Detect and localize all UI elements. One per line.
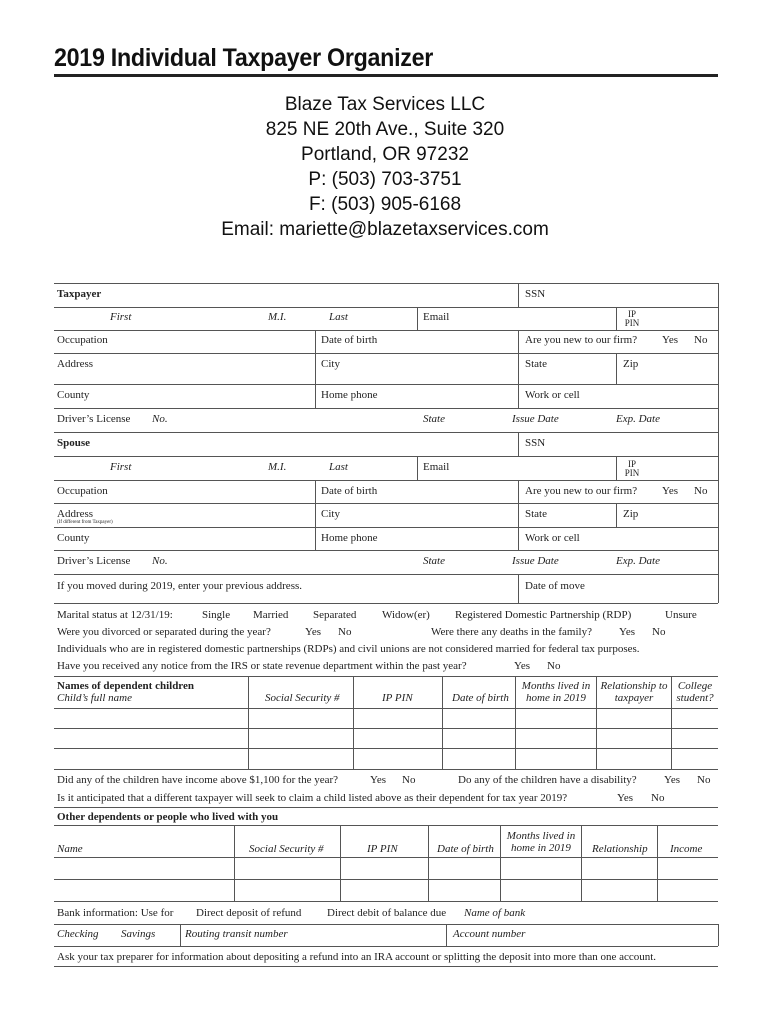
first-name-field[interactable]: First xyxy=(110,311,132,323)
divider xyxy=(518,283,519,307)
divider xyxy=(718,283,719,432)
spouse-ssn-field[interactable]: SSN xyxy=(525,437,546,449)
spouse-zip-field[interactable]: Zip xyxy=(623,508,639,520)
col-other-relationship: Relationship xyxy=(592,843,648,855)
col-other-ssn: Social Security # xyxy=(249,843,324,855)
firm-phone: P: (503) 703-3751 xyxy=(308,169,462,190)
children-income-yes[interactable]: Yes xyxy=(370,774,387,786)
license-issue-date-field[interactable]: Issue Date xyxy=(512,413,559,425)
spouse-address-note: (If different from Taxpayer) xyxy=(57,520,113,525)
date-of-move-field[interactable]: Date of move xyxy=(525,580,585,592)
divorced-question: Were you divorced or separated during the year? xyxy=(57,626,271,638)
divider xyxy=(657,825,658,901)
divider xyxy=(718,574,719,603)
spouse-new-to-firm-no[interactable]: No xyxy=(694,485,708,497)
marital-status-label: Marital status at 12/31/19: xyxy=(57,609,173,621)
firm-header xyxy=(0,92,770,242)
spouse-new-to-firm-label: Are you new to our firm? xyxy=(525,485,638,497)
children-income-no[interactable]: No xyxy=(402,774,416,786)
divider xyxy=(54,879,718,880)
divider xyxy=(518,480,519,550)
divider xyxy=(315,480,316,550)
firm-address-line1: 825 NE 20th Ave., Suite 320 xyxy=(265,119,505,140)
divider xyxy=(446,924,447,946)
divider xyxy=(428,825,429,901)
last-name-field[interactable]: Last xyxy=(329,311,348,323)
spouse-work-cell-field[interactable]: Work or cell xyxy=(525,532,580,544)
deaths-question: Were there any deaths in the family? xyxy=(431,626,592,638)
col-date-of-birth: Date of birth xyxy=(452,692,509,704)
firm-email: Email: mariette@blazetaxservices.com xyxy=(221,219,549,240)
spouse-email-field[interactable]: Email xyxy=(423,461,450,473)
divider xyxy=(54,527,718,528)
zip-field[interactable]: Zip xyxy=(623,358,639,370)
firm-address-line2: Portland, OR 97232 xyxy=(301,144,469,165)
marital-option-separated[interactable]: Separated xyxy=(313,609,357,621)
divider xyxy=(54,283,718,284)
col-ssn: Social Security # xyxy=(265,692,340,704)
divider xyxy=(54,432,718,433)
divider xyxy=(54,748,718,749)
divider xyxy=(54,676,718,677)
title-rule xyxy=(54,74,718,77)
col-college-student: College student? xyxy=(676,680,714,704)
spouse-ip-pin-field[interactable]: IP PIN xyxy=(624,459,640,478)
home-phone-field[interactable]: Home phone xyxy=(321,389,378,401)
divider xyxy=(54,708,718,709)
new-to-firm-yes[interactable]: Yes xyxy=(662,334,679,346)
marital-option-married[interactable]: Married xyxy=(253,609,289,621)
divider xyxy=(54,353,718,354)
divider xyxy=(248,676,249,769)
irs-notice-question: Have you received any notice from the IRS or state revenue department within the past year? xyxy=(57,660,467,672)
divider xyxy=(518,574,519,603)
spouse-state-field[interactable]: State xyxy=(525,508,547,520)
previous-address-field[interactable]: If you moved during 2019, enter your previous address. xyxy=(57,580,303,592)
email-field[interactable]: Email xyxy=(423,311,450,323)
claim-question: Is it anticipated that a different taxpayer will seek to claim a child listed above as their dependent for tax year 2019? xyxy=(57,792,568,804)
other-dependents-heading: Other dependents or people who lived with you xyxy=(57,811,279,823)
direct-deposit-option[interactable]: Direct deposit of refund xyxy=(196,907,302,919)
date-of-birth-field[interactable]: Date of birth xyxy=(321,334,378,346)
spouse-occupation-field[interactable]: Occupation xyxy=(57,485,108,497)
work-cell-field[interactable]: Work or cell xyxy=(525,389,580,401)
marital-option-rdp[interactable]: Registered Domestic Partnership (RDP) xyxy=(455,609,632,621)
col-relationship: Relationship to taxpayer xyxy=(600,680,668,704)
col-other-months-lived: Months lived in home in 2019 xyxy=(506,830,576,854)
occupation-field[interactable]: Occupation xyxy=(57,334,108,346)
col-other-income: Income xyxy=(670,843,703,855)
divorced-no[interactable]: No xyxy=(338,626,352,638)
divider xyxy=(616,503,617,527)
firm-name: Blaze Tax Services LLC xyxy=(284,94,486,115)
dependents-heading: Names of dependent children xyxy=(57,680,194,692)
marital-option-widower[interactable]: Widow(er) xyxy=(382,609,430,621)
checking-option[interactable]: Checking xyxy=(57,928,99,940)
direct-debit-option[interactable]: Direct debit of balance due xyxy=(327,907,447,919)
divider xyxy=(54,857,718,858)
children-income-question: Did any of the children have income above $1,100 for the year? xyxy=(57,774,339,786)
ssn-field[interactable]: SSN xyxy=(525,288,546,300)
col-other-date-of-birth: Date of birth xyxy=(437,843,494,855)
divider xyxy=(54,825,718,826)
spouse-license-number-field[interactable]: No. xyxy=(152,555,168,567)
col-other-name: Name xyxy=(57,843,83,855)
divider xyxy=(616,307,617,330)
account-number-field[interactable]: Account number xyxy=(453,928,526,940)
divider xyxy=(315,330,316,408)
spouse-new-to-firm-yes[interactable]: Yes xyxy=(662,485,679,497)
divider xyxy=(417,307,418,330)
marital-option-single[interactable]: Single xyxy=(202,609,231,621)
city-field[interactable]: City xyxy=(321,358,340,370)
deaths-yes[interactable]: Yes xyxy=(619,626,636,638)
divider xyxy=(54,807,718,808)
divider xyxy=(54,924,718,925)
marital-option-unsure[interactable]: Unsure xyxy=(665,609,697,621)
disability-no[interactable]: No xyxy=(697,774,711,786)
divorced-yes[interactable]: Yes xyxy=(305,626,322,638)
new-to-firm-label: Are you new to our firm? xyxy=(525,334,638,346)
spouse-last-name-field[interactable]: Last xyxy=(329,461,348,473)
col-ip-pin: IP PIN xyxy=(382,692,413,704)
page-title: 2019 Individual Taxpayer Organizer xyxy=(54,44,434,72)
divider xyxy=(54,966,718,967)
bank-use-for-label: Bank information: Use for xyxy=(57,907,174,919)
disability-question: Do any of the children have a disability? xyxy=(458,774,637,786)
divider xyxy=(54,728,718,729)
divider xyxy=(180,924,181,946)
col-other-ip-pin: IP PIN xyxy=(367,843,398,855)
address-field[interactable]: Address xyxy=(57,358,94,370)
spouse-city-field[interactable]: City xyxy=(321,508,340,520)
taxpayer-heading: Taxpayer xyxy=(57,288,102,300)
spouse-address-field[interactable]: Address xyxy=(57,508,94,520)
claim-no[interactable]: No xyxy=(651,792,665,804)
divider xyxy=(54,480,718,481)
divider xyxy=(54,550,718,551)
spouse-home-phone-field[interactable]: Home phone xyxy=(321,532,378,544)
divider xyxy=(353,676,354,769)
new-to-firm-no[interactable]: No xyxy=(694,334,708,346)
license-number-field[interactable]: No. xyxy=(152,413,168,425)
divider xyxy=(518,432,519,456)
spouse-license-issue-date-field[interactable]: Issue Date xyxy=(512,555,559,567)
license-state-field[interactable]: State xyxy=(423,413,445,425)
divider xyxy=(54,946,718,947)
col-months-lived: Months lived in home in 2019 xyxy=(521,680,591,704)
routing-number-field[interactable]: Routing transit number xyxy=(185,928,288,940)
divider xyxy=(340,825,341,901)
claim-yes[interactable]: Yes xyxy=(617,792,634,804)
divider xyxy=(54,574,718,575)
license-exp-date-field[interactable]: Exp. Date xyxy=(616,413,660,425)
deaths-no[interactable]: No xyxy=(652,626,666,638)
divider xyxy=(54,769,718,770)
disability-yes[interactable]: Yes xyxy=(664,774,681,786)
col-child-name: Child’s full name xyxy=(57,692,132,704)
bank-name-field[interactable]: Name of bank xyxy=(464,907,526,919)
spouse-license-state-field[interactable]: State xyxy=(423,555,445,567)
firm-fax: F: (503) 905-6168 xyxy=(308,194,462,215)
ip-pin-field[interactable]: IP PIN xyxy=(624,309,640,328)
divider xyxy=(518,330,519,408)
spouse-drivers-license-label: Driver’s License xyxy=(57,555,131,567)
spouse-first-name-field[interactable]: First xyxy=(110,461,132,473)
savings-option[interactable]: Savings xyxy=(121,928,156,940)
drivers-license-label: Driver’s License xyxy=(57,413,131,425)
divider xyxy=(54,456,718,457)
divider xyxy=(616,456,617,480)
divider xyxy=(54,901,718,902)
divider xyxy=(616,353,617,384)
spouse-heading: Spouse xyxy=(57,437,91,449)
divider xyxy=(54,307,718,308)
spouse-county-field[interactable]: County xyxy=(57,532,90,544)
divider xyxy=(234,825,235,901)
divider xyxy=(54,384,718,385)
spouse-date-of-birth-field[interactable]: Date of birth xyxy=(321,485,378,497)
divider xyxy=(417,456,418,480)
divider xyxy=(718,432,719,574)
divider xyxy=(54,603,718,604)
irs-notice-yes[interactable]: Yes xyxy=(514,660,531,672)
divider xyxy=(54,330,718,331)
divider xyxy=(54,408,718,409)
divider xyxy=(581,825,582,901)
spouse-license-exp-date-field[interactable]: Exp. Date xyxy=(616,555,660,567)
irs-notice-no[interactable]: No xyxy=(547,660,561,672)
ira-deposit-note: Ask your tax preparer for information about depositing a refund into an IRA account or splitting the deposit into more than one account. xyxy=(57,951,657,963)
rdp-note: Individuals who are in registered domestic partnerships (RDPs) and civil unions are not considered married for federal tax purposes. xyxy=(57,643,640,655)
spouse-middle-initial-field[interactable]: M.I. xyxy=(268,461,287,473)
divider xyxy=(718,924,719,946)
county-field[interactable]: County xyxy=(57,389,90,401)
middle-initial-field[interactable]: M.I. xyxy=(268,311,287,323)
state-field[interactable]: State xyxy=(525,358,547,370)
divider xyxy=(442,676,443,769)
divider xyxy=(54,503,718,504)
